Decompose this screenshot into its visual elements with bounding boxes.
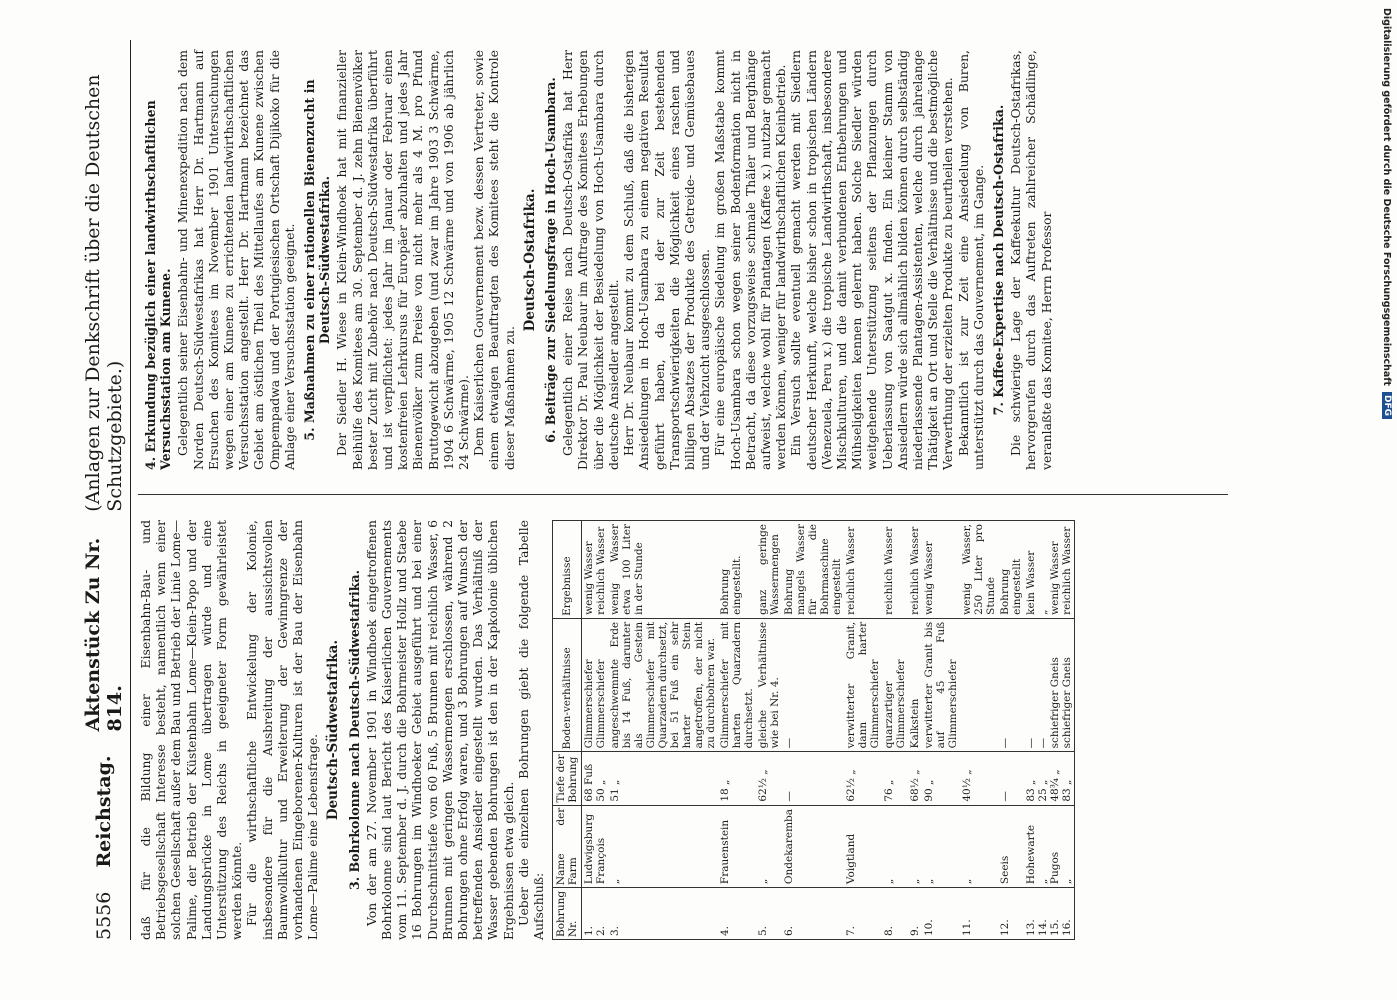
- subsection-title: 4. Erkundung bezüglich einer landwirthschaftlichen Versuchsstation am Kunene.: [143, 100, 174, 470]
- table-cell: gleiche Verhältnisse wie bei Nr. 4.: [756, 618, 782, 752]
- subsection-title: 5. Maßnahmen zu einer rationellen Bienenzucht in Deutsch-Südwestafrika.: [302, 79, 333, 441]
- table-cell: 68 Fuß 50 „: [582, 752, 609, 805]
- paragraph: Die schwierige Lage der Kaffeekultur Deutsch-Ostafrikas, hervorgerufen durch das Auftreten zahlreicher Schädlinge, veranlaßte das Komitee, Herrn Professor: [1008, 50, 1054, 470]
- table-cell: 6.: [782, 888, 844, 940]
- table-cell: „: [608, 805, 718, 887]
- dfg-logo: DFG: [1382, 392, 1392, 419]
- table-cell: verwitterter Granit bis auf 45 Fuß Glimmerschiefer: [922, 618, 960, 752]
- table-header-cell: Boden-verhältnisse: [553, 618, 582, 752]
- paragraph: daß für die Bildung einer Eisenbahn-Bau- und Betriebsgesellschaft Interesse besteht, namentlich wenn einer solchen Gesellschaft außer dem Bau und Betrieb der Linie Lome—Palime, der Betrieb der Küstenbahn Lome—Klein-Popo und der Landungsbrücke in Lome übertragen würde und eine Unterstützung des Reichs in geeigneter Form gewährleistet werden könnte.: [138, 520, 245, 940]
- paragraph: Ein Versuch sollte eventuell gemacht werden mit Siedlern deutscher Herkunft, welche bisher schon in tropischen Ländern (Venezuela, Peru x.) die tropische Landwirthschaft, insbesondere Mischkulturen, und die damit verbundenen Entbehrungen und Mühseligkeiten kennen gelernt haben. Solche Siedler würden weitgehende Unterstützung seitens der Pflanzungen durch Ueberlassung von Saatgut x. finden. Ein kleiner Stamm von Ansiedlern würde sich allmählich bilden können durch selbständig niederlassende Plantagen-Assistenten, welche durch jahrelange Thätigkeit an Ort und Stelle die Verhältnisse und die bestmögliche Verwerthung der erzielten Produkte zu beurtheilen verstehen.: [788, 50, 956, 470]
- section-heading: Deutsch-Ostafrika.: [521, 188, 538, 332]
- column-divider: [138, 494, 1228, 495]
- table-cell: —: [998, 752, 1024, 805]
- dfg-text: Digitalisierung gefördert durch die Deutsche Forschungsgemeinschaft: [1381, 8, 1393, 386]
- table-cell: Bohrung eingestellt: [998, 521, 1024, 619]
- table-cell: 4.: [718, 888, 756, 940]
- table-cell: 76 „: [882, 752, 908, 805]
- table-cell: reichlich Wasser: [844, 521, 882, 619]
- rotated-page-content: [80, 0, 1380, 1000]
- page-number: 5556: [93, 891, 115, 940]
- table-row: [882, 521, 908, 940]
- paragraph: Gelegentlich seiner Eisenbahn- und Minenexpedition nach dem Norden Deutsch-Südwestafrikas hat Herr Dr. Hartmann auf Ersuchen des Komitees im November 1901 Untersuchungen wegen einer am Kunene zu errichtenden landwirthschaftlichen Versuchsstation angestellt. Herr Dr. Hartmann bezeichnet das Gebiet am östlichen Theil des Mittellaufes am Kunene zwischen Ompempadwa und der Portugiesischen Ortschaft Dijikoko für die Anlage einer Versuchsstation geeignet.: [175, 50, 297, 470]
- header-subtitle: (Anlagen zur Denkschrift über die Deutschen Schutzgebiete.): [82, 74, 126, 512]
- table-cell: Glimmerschiefer Glimmerschiefer: [582, 618, 609, 752]
- table-cell: 18 „: [718, 752, 756, 805]
- table-cell: „: [908, 805, 922, 887]
- table-cell: 11.: [960, 888, 998, 940]
- table-cell: 5.: [756, 888, 782, 940]
- table-cell: wenig Wasser, 250 Liter pro Stunde: [960, 521, 998, 619]
- table-cell: 13. 14. 15. 16.: [1024, 888, 1075, 940]
- table-row: [582, 521, 609, 940]
- table-cell: 90 „: [922, 752, 960, 805]
- table-cell: angeschwemmte Erde bis 14 Fuß, darunter als Gestein Glimmerschiefer mit Quarzadern durchsetzt, bei 51 Fuß ein sehr harter Stein angetroffen, der nicht zu durchbohren war.: [608, 618, 718, 752]
- dfg-sidebar: [1379, 8, 1395, 998]
- table-cell: 10.: [922, 888, 960, 940]
- boring-table: [552, 520, 1075, 940]
- table-header-cell: Name der Farm: [553, 805, 582, 887]
- table-cell: Frauenstein: [718, 805, 756, 887]
- table-row: [844, 521, 882, 940]
- paragraph: Herr Dr. Neubaur kommt zu dem Schluß, daß die bisherigen Ansiedelungen in Hoch-Usambara zu einem negativen Resultat geführt haben, da bei der zur Zeit bestehenden Transportschwierigkeiten die Möglichkeit eines raschen und billigen Absatzes der Produkte des Getreide- und Gemüsebaues und der Viehzucht ausgeschlossen.: [621, 50, 713, 470]
- table-cell: reichlich Wasser: [908, 521, 922, 619]
- table-cell: Glimmerschiefer mit harten Quarzadern durchsetzt.: [718, 618, 756, 752]
- table-header-row: [553, 521, 582, 940]
- paragraph: Bekanntlich ist zur Zeit eine Ansiedelung von Buren, unterstützt durch das Gouvernement, im Gange.: [955, 50, 986, 470]
- table-header-cell: Bohrung Nr.: [553, 888, 582, 940]
- table-cell: wenig Wasser etwa 100 Liter in der Stunde: [608, 521, 718, 619]
- table-cell: 3.: [608, 888, 718, 940]
- table-row: [1024, 521, 1075, 940]
- paragraph: Für die wirthschaftliche Entwickelung der Kolonie, insbesondere für die Ausbreitung der aussichtsvollen Baumwollkultur und Erweiterung der Gewinngrenze der vorhandenen Eingeborenen-Kulturen ist der Bau der Eisenbahn Lome—Palime eine Lebensfrage.: [244, 520, 321, 940]
- header-rule: [130, 40, 131, 940]
- table-cell: Hohewarte „ Pugos „: [1024, 805, 1075, 887]
- table-body: [582, 521, 1075, 940]
- table-cell: Bohrung mangels Wasser für die Bohrmaschine eingestellt: [782, 521, 844, 619]
- paragraph: Von der am 27. November 1901 in Windhoek eingetroffenen Bohrkolonne sind laut Bericht des Kaiserlichen Gouvernements vom 11. September d. J. durch die Bohrmeister Hollz und Staebe 16 Bohrungen im Windhoeker Gebiet ausgeführt und bei einer Durchschnittstiefe von 60 Fuß, 5 Brunnen mit reichlich Wasser, 6 Brunnen mit geringen Wassermengen erschlossen, während 2 Bohrungen ohne Erfolg waren, und 3 Bohrungen auf Wunsch der betreffenden Ansiedler eingestellt wurden. Das Verhältniß der Wasser gebenden Bohrungen ist den in der Kapkolonie üblichen Ergebnissen etwa gleich.: [363, 520, 516, 940]
- table-header-cell: Tiefe der Bohrung: [553, 752, 582, 805]
- table-cell: —: [998, 618, 1024, 752]
- table-cell: 68½ „: [908, 752, 922, 805]
- table-cell: 1. 2.: [582, 888, 609, 940]
- paragraph: Gelegentlich einer Reise nach Deutsch-Ostafrika hat Herr Direktor Dr. Paul Neubaur im Auftrage des Komitees Erhebungen über die Möglichkeit der Besiedelung von Hoch-Usambara durch deutsche Ansiedler angestellt.: [560, 50, 621, 470]
- table-cell: 83 „ 25 „ 48¾ „ 83 „: [1024, 752, 1075, 805]
- table-cell: 62½ „: [756, 752, 782, 805]
- table-cell: quarzartiger Glimmerschiefer: [882, 618, 908, 752]
- table-row: [922, 521, 960, 940]
- section-heading: Deutsch-Südwestafrika.: [325, 639, 342, 821]
- table-row: [782, 521, 844, 940]
- subsection-title: 6. Beiträge zur Siedelungsfrage in Hoch-Usambara.: [543, 77, 559, 443]
- table-cell: „: [756, 805, 782, 887]
- table-cell: Seeis: [998, 805, 1024, 887]
- table-cell: „: [960, 805, 998, 887]
- paragraph: Für eine europäische Siedelung im großen Maßstabe kommt Hoch-Usambara schon wegen seiner Bodenformation nicht in Betracht, da diese vorzugsweise schmale Thäler und Berghänge aufweist, welche wohl für Plantagen (Kaffee x.) nutzbar gemacht werden können, weniger für landwirthschaftlichen Kleinbetrieb.: [712, 50, 789, 470]
- table-cell: reichlich Wasser: [882, 521, 908, 619]
- paragraph: Dem Kaiserlichen Gouvernement bezw. dessen Vertreter, sowie einem etwaigen Beauftragten des Komitees steht die Kontrole dieser Maßnahmen zu.: [471, 50, 517, 470]
- page-header: [80, 40, 128, 940]
- table-row: [608, 521, 718, 940]
- left-column: [138, 520, 1075, 940]
- table-row: [960, 521, 998, 940]
- table-cell: 40½ „: [960, 752, 998, 805]
- table-cell: Ludwigsburg François: [582, 805, 609, 887]
- table-cell: 7.: [844, 888, 882, 940]
- table-cell: Ondekaremba: [782, 805, 844, 887]
- table-cell: 62½ „: [844, 752, 882, 805]
- paragraph: Ueber die einzelnen Bohrungen giebt die folgende Tabelle Aufschluß:: [515, 520, 547, 940]
- table-cell: —: [782, 752, 844, 805]
- table-cell: Kalkstein: [908, 618, 922, 752]
- paragraph: Der Siedler H. Wiese in Klein-Windhoek hat mit finanzieller Beihülfe des Komitees am 30. September d. J. zehn Bienenvölker bester Zucht mit Zubehör nach Deutsch-Südwestafrika überführt und ist verpflichtet: jedes Jahr im Januar oder Februar einen kostenfreien Lehrkursus für Europäer abzuhalten und jedes Jahr Bienenvölker zum Preise von nicht mehr als 4 M. pro Pfund Bruttogewicht abzugeben (und zwar im Jahre 1903 3 Schwärme, 1904 6 Schwärme, 1905 12 Schwärme und von 1906 ab jährlich 24 Schwärme).: [334, 50, 472, 470]
- table-cell: wenig Wasser reichlich Wasser: [582, 521, 609, 619]
- table-cell: 12.: [998, 888, 1024, 940]
- table-row: [998, 521, 1024, 940]
- table-cell: 9.: [908, 888, 922, 940]
- table-cell: Bohrung eingestellt.: [718, 521, 756, 619]
- header-left: Reichstag.: [93, 755, 115, 868]
- table-cell: verwitterter Granit, dann harter Glimmerschiefer: [844, 618, 882, 752]
- table-cell: [960, 618, 998, 752]
- table-cell: 51 „: [608, 752, 718, 805]
- subsection-title: 3. Bohrkolonne nach Deutsch-Südwestafrika.: [346, 569, 362, 891]
- header-title: Aktenstück Zu Nr. 814.: [82, 537, 126, 732]
- table-cell: wenig Wasser: [922, 521, 960, 619]
- table-row: [718, 521, 756, 940]
- table-cell: ganz geringe Wassermengen: [756, 521, 782, 619]
- table-cell: „: [882, 805, 908, 887]
- table-row: [756, 521, 782, 940]
- right-column: [138, 50, 1054, 470]
- table-cell: — — schiefriger Gneis schiefriger Gneis: [1024, 618, 1075, 752]
- subsection-title: 7. Kaffee-Expertise nach Deutsch-Ostafrika.: [990, 104, 1006, 416]
- table-cell: kein Wasser „ wenig Wasser reichlich Wasser: [1024, 521, 1075, 619]
- table-header-cell: Ergebnisse: [553, 521, 582, 619]
- table-cell: —: [782, 618, 844, 752]
- table-cell: 8.: [882, 888, 908, 940]
- table-cell: „: [922, 805, 960, 887]
- table-row: [908, 521, 922, 940]
- table-cell: Voigtland: [844, 805, 882, 887]
